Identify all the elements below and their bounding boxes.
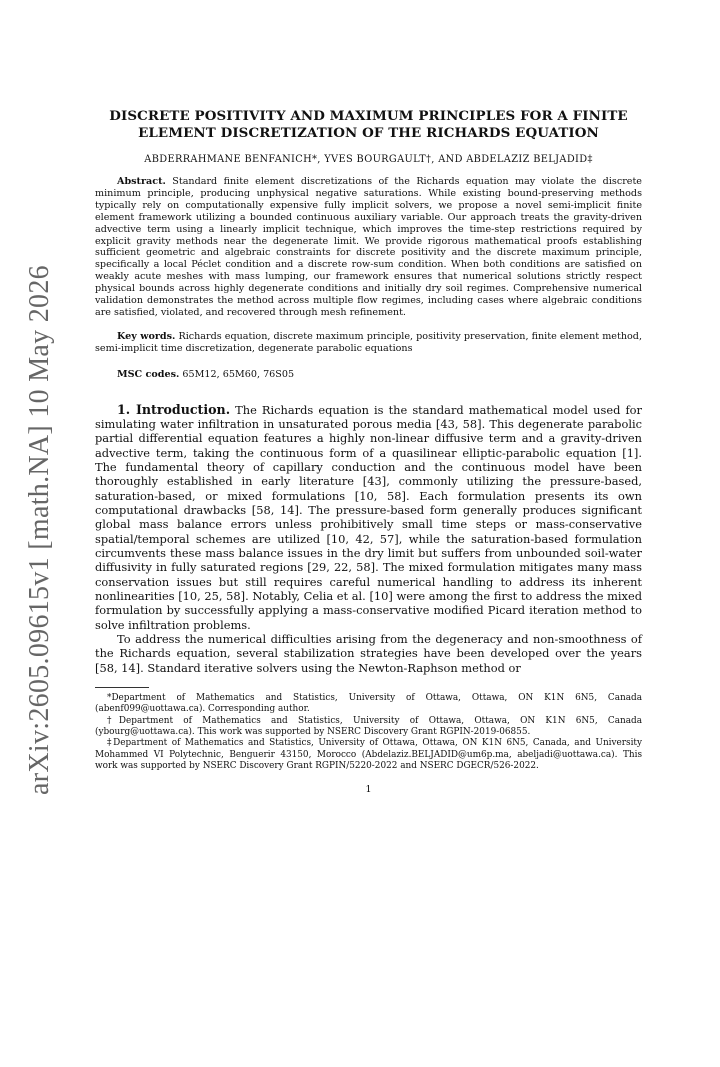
paper-page	[95, 108, 642, 795]
introduction-section	[95, 403, 642, 676]
msc-text: 65M12, 65M60, 76S05	[182, 368, 295, 380]
intro-heading: 1. Introduction.	[117, 401, 231, 417]
abstract-text: Standard finite element discretizations of the Richards equation may violate the discrete minimum principle, producing unphysical negative saturations. While existing bound-preserving methods typically rely on computationally expensive fully implicit solvers, we propose a novel semi-implicit finite element framework utilizing a bounded continuous auxiliary variable. Our approach treats the gravity-driven advective term using a linearly implicit technique, which improves the time-step restrictions required by explicit gravity methods near the degenerate limit. We provide rigorous mathematical proofs establishing sufficient geometric and algebraic constraints for discrete positivity and the discrete maximum principle, specifically a local Péclet condition and a discrete row-sum condition. When both conditions are satisfied on weakly acute meshes with mass lumping, our framework ensures that numerical solutions strictly respect physical bounds across highly degenerate conditions and initially dry soil regimes. Comprehensive numerical validation demonstrates the method across multiple flow regimes, including cases where algebraic conditions are satisfied, violated, and recovered through mesh refinement.	[95, 176, 642, 318]
page-number: 1	[365, 784, 372, 796]
footnote-3: ‡Department of Mathematics and Statistics, University of Ottawa, Ottawa, ON K1N 6N5, Canada, and University Mohammed VI Polytechnic, Benguerir 43150, Morocco (Abdelaziz.BELJADID@um6p.ma, abeljadi@uottawa.ca). This work was supported by NSERC Discovery Grant RGPIN/5220-2022 and NSERC DGECR/526-2022.	[95, 738, 642, 771]
paper-title: DISCRETE POSITIVITY AND MAXIMUM PRINCIPLES FOR A FINITE ELEMENT DISCRETIZATION OF THE RICHARDS EQUATION	[109, 108, 628, 141]
footnote-2: †Department of Mathematics and Statistics, University of Ottawa, Ottawa, ON K1N 6N5, Canada (ybourg@uottawa.ca). This work was supported by NSERC Discovery Grant RGPIN-2019-06855.	[95, 715, 642, 738]
msc-section	[95, 369, 642, 381]
abstract-section	[95, 176, 642, 319]
footnote-rule	[95, 687, 149, 688]
author-list: ABDERRAHMANE BENFANICH*, YVES BOURGAULT†, AND ABDELAZIZ BELJADID‡	[144, 154, 593, 165]
intro-paragraph-1	[95, 403, 642, 633]
keywords-text: Richards equation, discrete maximum principle, positivity preservation, finite element method, semi-implicit time discretization, degenerate parabolic equations	[95, 330, 642, 354]
keywords-heading: Key words.	[117, 330, 176, 342]
intro-text-1: The Richards equation is the standard mathematical model used for simulating water infiltration in unsaturated porous media [43, 58]. This degenerate parabolic partial differential equation features a highly non-linear diffusive term and a gravity-driven advective term, taking the continuous form of a quasilinear elliptic-parabolic equation [1]. The fundamental theory of capillary conduction and the continuous model have been thoroughly established in early literature [43], commonly utilizing the pressure-based, saturation-based, or mixed formulations [10, 58]. Each formulation presents its own computational drawbacks [58, 14]. The pressure-based form generally produces significant global mass balance errors unless prohibitively small time steps or mass-conservative spatial/temporal schemes are utilized [10, 42, 57], while the saturation-based formulation circumvents these mass balance issues in the dry limit but suffers from unbounded soil-water diffusivity in fully saturated regions [29, 22, 58]. The mixed formulation mitigates many mass conservation issues but still requires careful numerical handling to address its inherent nonlinearities [10, 25, 58]. Notably, Celia et al. [10] were among the first to address the mixed formulation by successfully applying a mass-conservative modified Picard iteration method to solve infiltration problems.	[95, 402, 642, 632]
intro-paragraph-2: To address the numerical difficulties arising from the degeneracy and non-smoothness of the Richards equation, several stabilization strategies have been developed over the years [58, 14]. Standard iterative solvers using the Newton-Raphson method or	[95, 632, 642, 675]
footnote-1: *Department of Mathematics and Statistics, University of Ottawa, Ottawa, ON K1N 6N5, Canada (abenf099@uottawa.ca). Corresponding author.	[95, 693, 642, 715]
arxiv-sidebar	[10, 250, 70, 810]
msc-heading: MSC codes.	[117, 368, 180, 380]
keywords-section	[95, 331, 642, 355]
abstract-heading: Abstract.	[117, 176, 166, 187]
footnotes	[95, 693, 642, 772]
arxiv-identifier: arXiv:2605.09615v1 [math.NA] 10 May 2026	[24, 265, 55, 795]
